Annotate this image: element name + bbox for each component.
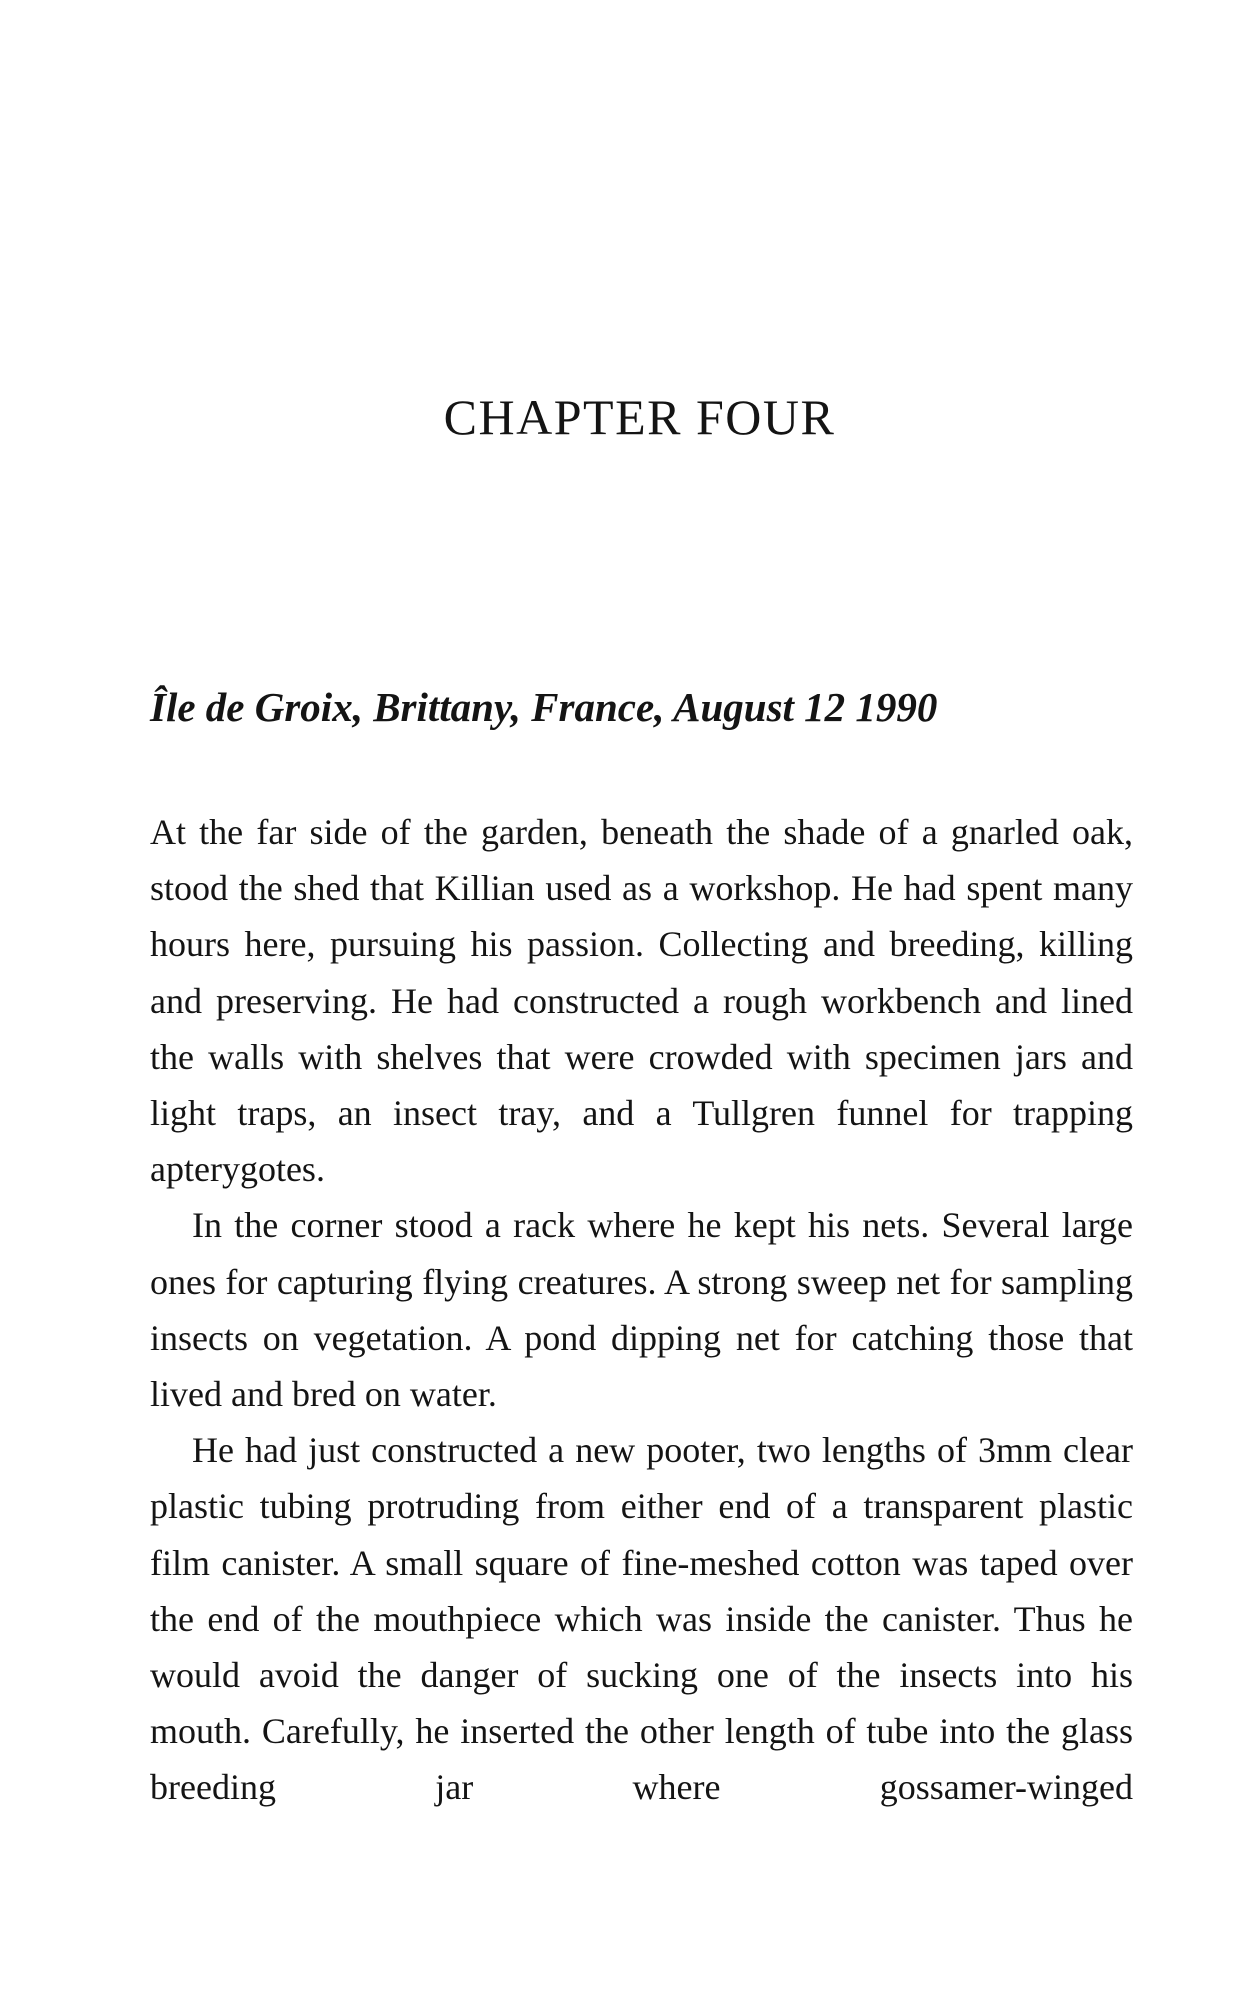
- chapter-title: CHAPTER FOUR: [443, 389, 836, 445]
- body-text: [150, 804, 1133, 1816]
- dateline: Île de Groix, Brittany, France, August 12 1990: [150, 684, 938, 730]
- paragraph-1: At the far side of the garden, beneath the shade of a gnarled oak, stood the shed that Killian used as a workshop. He had spent many hours here, pursuing his passion. Collecting and breeding, killing and preserving. He had constructed a rough workbench and lined the walls with shelves that were crowded with specimen jars and light traps, an insect tray, and a Tullgren funnel for trapping apterygotes.: [150, 812, 1133, 1190]
- paragraph-2: In the corner stood a rack where he kept his nets. Several large ones for capturing flying creatures. A strong sweep net for sampling insects on vegetation. A pond dipping net for catching those that lived and bred on water.: [150, 1205, 1133, 1415]
- paragraph-3: He had just constructed a new pooter, two lengths of 3mm clear plastic tubing protruding from either end of a transparent plastic film canister. A small square of fine-meshed cotton was taped over the end of the mouthpiece which was inside the canister. Thus he would avoid the danger of sucking one of the insects into his mouth. Carefully, he inserted the other length of tube into the glass breeding jar where gossamer-winged: [150, 1430, 1133, 1808]
